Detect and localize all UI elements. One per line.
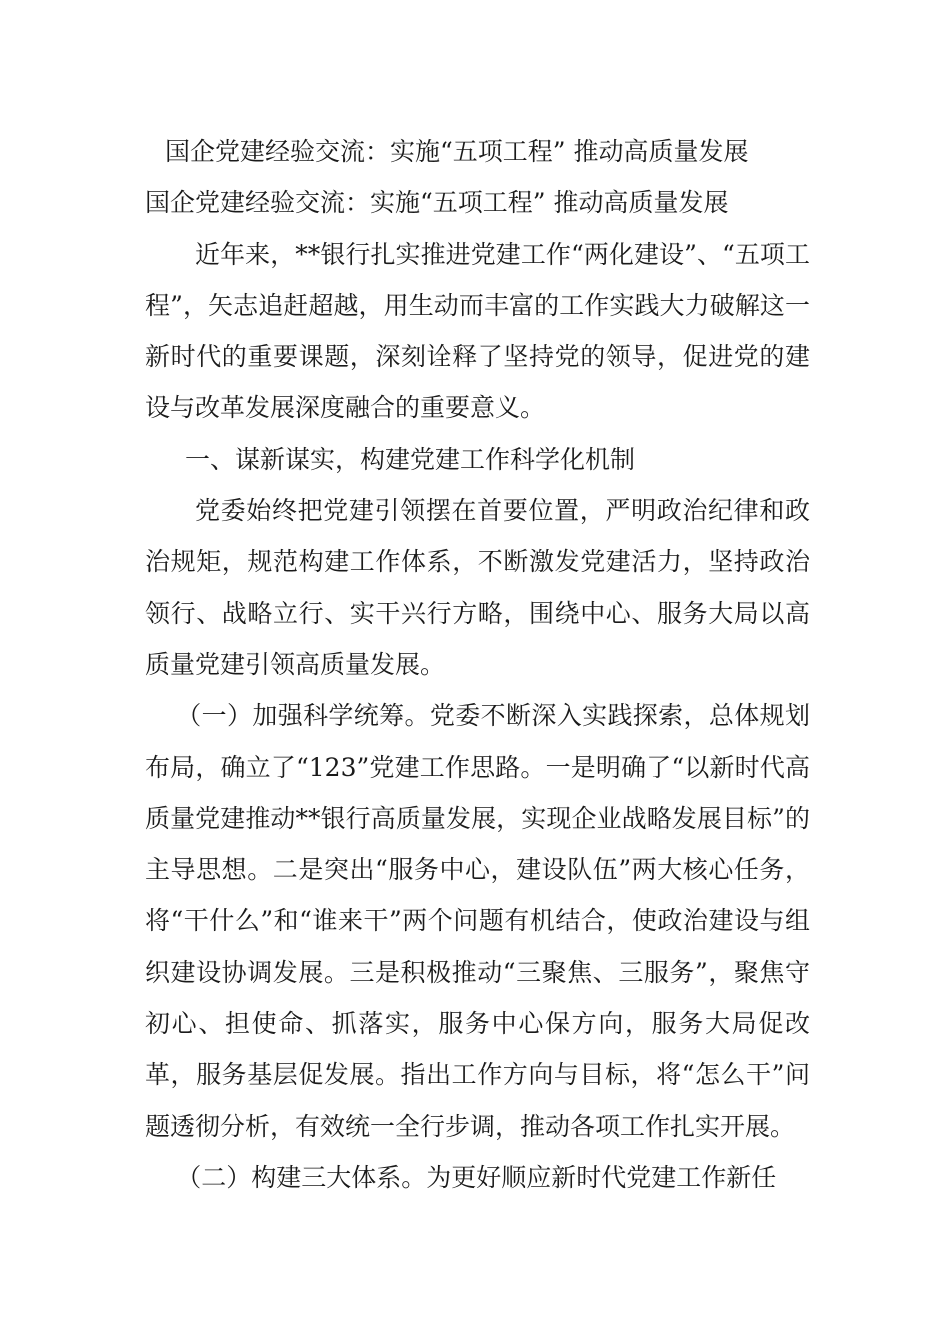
document-title: 国企党建经验交流：实施“五项工程” 推动高质量发展: [165, 137, 749, 166]
document-body: [145, 126, 810, 1203]
section-1-paragraph: 党委始终把党建引领摆在首要位置，严明政治纪律和政治规矩，规范构建工作体系，不断激发党建活力，坚持政治领行、战略立行、实干兴行方略，围绕中心、服务大局以高质量党建引领高质量发展。: [145, 496, 810, 679]
document-title-repeat: 国企党建经验交流：实施“五项工程” 推动高质量发展: [145, 188, 729, 218]
subsection-2-paragraph: （二）构建三大体系。为更好顺应新时代党建工作新任: [176, 1162, 777, 1192]
intro-paragraph: 近年来，**银行扎实推进党建工作“两化建设”、“五项工程”，矢志追赶超越，用生动而丰富的工作实践大力破解这一新时代的重要课题，深刻诠释了坚持党的领导，促进党的建设与改革发展深度融合的重要意义。: [145, 239, 810, 423]
section-heading-1: 一、谋新谋实，构建党建工作科学化机制: [185, 444, 636, 474]
subsection-1-paragraph: （一）加强科学统筹。党委不断深入实践探索，总体规划布局，确立了“123”党建工作思路。一是明确了“以新时代高质量党建推动**银行高质量发展，实现企业战略发展目标”的主导思想。二是突出“服务中心，建设队伍”两大核心任务，将“干什么”和“谁来干”两个问题有机结合，使政治建设与组织建设协调发展。三是积极推动“三聚焦、三服务”，聚焦守初心、担使命、抓落实，服务中心保方向，服务大局促改革，服务基层促发展。指出工作方向与目标，将“怎么干”问题透彻分析，有效统一全行步调，推动各项工作扎实开展。: [145, 701, 810, 1141]
